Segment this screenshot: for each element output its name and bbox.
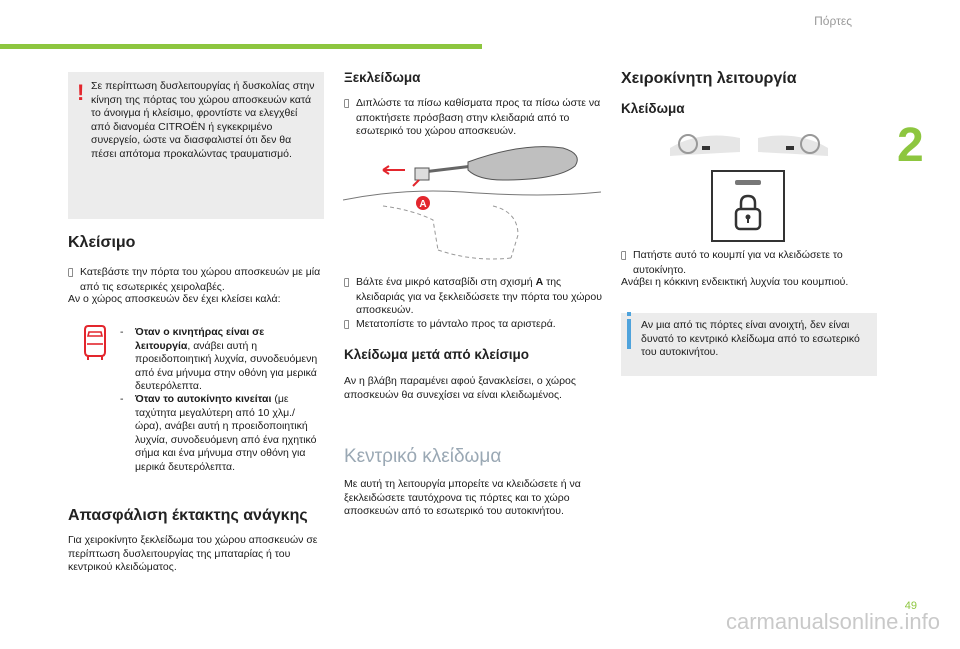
item1-rest: , ανάβει αυτή η προειδοποιητική λυχνία, συνοδευόμενη από ένα μήνυμα στην οθόνη για μερικά δευτερόλεπτα. bbox=[135, 339, 318, 392]
figure-label-a: A bbox=[419, 199, 427, 210]
unlock-bullet: Διπλώστε τα πίσω καθίσματα προς τα πίσω ώστε να αποκτήσετε πρόσβαση στην κλειδαριά από το εσωτερικό του χώρου αποσκευών. bbox=[356, 97, 601, 137]
info-icon bbox=[627, 319, 631, 349]
step2-b: A bbox=[535, 276, 544, 288]
emergency-title: Απασφάλιση έκτακτης ανάγκης bbox=[68, 507, 308, 524]
dashboard-location-icon bbox=[670, 128, 828, 160]
screwdriver-illustration bbox=[343, 140, 601, 265]
lock-bullet: Πατήστε αυτό το κουμπί για να κλειδώσετε το αυτοκίνητο. bbox=[633, 249, 843, 276]
lock-button-icon bbox=[711, 170, 785, 242]
closing-note: Αν ο χώρος αποσκευών δεν έχει κλείσει καλά: bbox=[68, 293, 281, 305]
relock-title: Κλείδωμα μετά από κλείσιμο bbox=[344, 347, 529, 362]
emergency-text: Για χειροκίνητο ξεκλείδωμα του χώρου αποσκευών σε περίπτωση δυσλειτουργίας της μπαταρίας ή του κεντρικού κλειδώματος. bbox=[68, 534, 318, 573]
page-number: 49 bbox=[904, 600, 917, 612]
watermark[interactable]: carmanualsonline.info bbox=[725, 609, 940, 634]
step-move-latch: Μετατοπίστε το μάνταλο προς τα αριστερά. bbox=[356, 318, 556, 330]
item1-bold: Όταν ο κινητήρας είναι σε λειτουργία bbox=[135, 326, 265, 352]
warning-icon: ! bbox=[77, 80, 85, 105]
item2-rest: (με ταχύτητα μεγαλύτερη από 10 χλμ./ώρα), ανάβει αυτή η προειδοποιητική λυχνία, συνοδευόμενη από ένα ηχητικό σήμα και ένα μήνυμα στην οθόνη για μερικά δευτερόλεπτα. bbox=[135, 393, 317, 473]
step2-a: Βάλτε ένα μικρό κατσαβίδι στη σχισμή bbox=[356, 276, 536, 288]
central-locking-title: Κεντρικό κλείδωμα bbox=[344, 446, 502, 467]
step2-c: της κλειδαριάς για να ξεκλειδώσετε την πόρτα του χώρου αποσκευών. bbox=[356, 276, 602, 316]
warning-item-moving: - Όταν το αυτοκίνητο κινείται (με ταχύτητα μεγαλύτερη από 10 χλμ./ώρα), ανάβει αυτή η προειδοποιητική λυχνία, συνοδευόμενη από ένα ηχητικό σήμα και ένα μήνυμα στην οθόνη για μερικά δευτερόλεπτα. bbox=[120, 393, 317, 473]
info-text: Αν μια από τις πόρτες είναι ανοιχτή, δεν είναι δυνατό το κεντρικό κλείδωμα από το εσωτερικό του αυτοκινήτου. bbox=[641, 319, 860, 358]
manual-operation-title: Χειροκίνητη λειτουργία bbox=[621, 70, 797, 87]
relock-text: Αν η βλάβη παραμένει αφού ξανακλείσει, ο χώρος αποσκευών θα συνεχίσει να είναι κλειδωμένος. bbox=[344, 375, 576, 401]
section-title: Πόρτες bbox=[814, 14, 852, 28]
closing-bullet: Κατεβάστε την πόρτα του χώρου αποσκευών με μία από τις εσωτερικές χειρολαβές. bbox=[80, 266, 321, 293]
item2-bold: Όταν το αυτοκίνητο κινείται bbox=[135, 393, 272, 405]
closing-title: Κλείσιμο bbox=[68, 234, 136, 251]
central-locking-text: Με αυτή τη λειτουργία μπορείτε να κλειδώσετε ή να ξεκλειδώσετε ταυτόχρονα τις πόρτες και το χώρο αποσκευών από το εσωτερικό του αυτοκινήτου. bbox=[344, 478, 581, 517]
warning-text: Σε περίπτωση δυσλειτουργίας ή δυσκολίας στην κίνηση της πόρτας του χώρου αποσκευών κατά το άνοιγμα ή κλείσιμο, φροντίστε να ελεγχθεί από διανομέα CITROËN ή εγκεκριμένο συνεργείο, ώστε να διασφαλιστεί ότι δεν θα πέσει απότομα προκαλώντας τραυματισμό. bbox=[91, 80, 315, 160]
chapter-number: 2 bbox=[897, 119, 924, 172]
warning-item-engine: - Όταν ο κινητήρας είναι σε λειτουργία, ανάβει αυτή η προειδοποιητική λυχνία, συνοδευόμενη από ένα μήνυμα στην οθόνη για μερικά δευτερόλεπτα. bbox=[120, 326, 318, 392]
unlock-title: Ξεκλείδωμα bbox=[344, 70, 421, 85]
info-icon-dot bbox=[627, 312, 631, 316]
locking-title: Κλείδωμα bbox=[621, 101, 685, 116]
top-accent-bar bbox=[0, 44, 482, 49]
step-insert-screwdriver bbox=[344, 276, 612, 318]
lock-note: Ανάβει η κόκκινη ενδεικτική λυχνία του κουμπιού. bbox=[621, 276, 849, 288]
boot-open-warning-icon bbox=[80, 322, 110, 362]
